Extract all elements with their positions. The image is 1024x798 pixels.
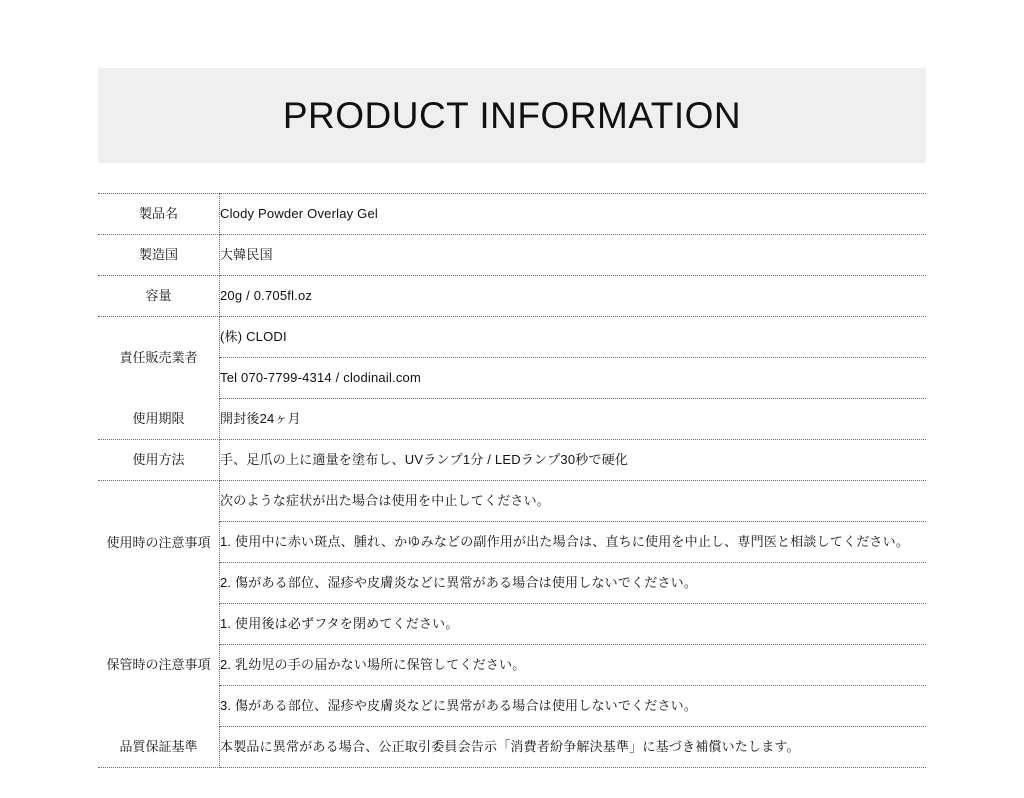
row-label: 容量 [98, 276, 220, 317]
table-row [98, 317, 926, 358]
table-row [98, 358, 926, 399]
row-value: 20g / 0.705fl.oz [220, 276, 927, 317]
table-row [98, 399, 926, 440]
table-row [98, 645, 926, 686]
product-information-table [98, 193, 926, 768]
page-title: PRODUCT INFORMATION [282, 94, 742, 136]
page-title-band [98, 68, 926, 163]
table-row [98, 727, 926, 768]
table-row [98, 235, 926, 276]
table-row [98, 686, 926, 727]
table-row [98, 604, 926, 645]
row-value: 2. 乳幼児の手の届かない場所に保管してください。 [220, 645, 927, 686]
row-value: 大韓民国 [220, 235, 927, 276]
row-label: 品質保証基準 [98, 727, 220, 768]
table-row [98, 276, 926, 317]
row-label: 使用方法 [98, 440, 220, 481]
row-value: 本製品に異常がある場合、公正取引委員会告示「消費者紛争解決基準」に基づき補償いたします。 [220, 727, 927, 768]
table-row [98, 563, 926, 604]
row-value: 1. 使用後は必ずフタを閉めてください。 [220, 604, 927, 645]
row-label: 使用期限 [98, 399, 220, 440]
row-value: (株) CLODI [220, 317, 927, 358]
row-label: 保管時の注意事項 [98, 604, 220, 727]
row-value: 1. 使用中に赤い斑点、腫れ、かゆみなどの副作用が出た場合は、直ちに使用を中止し、専門医と相談してください。 [220, 522, 927, 563]
row-label: 責任販売業者 [98, 317, 220, 399]
table-row [98, 522, 926, 563]
table-row [98, 194, 926, 235]
row-value: 手、足爪の上に適量を塗布し、UVランプ1分 / LEDランプ30秒で硬化 [220, 440, 927, 481]
table-row [98, 440, 926, 481]
row-label: 製品名 [98, 194, 220, 235]
row-label: 製造国 [98, 235, 220, 276]
row-value: 開封後24ヶ月 [220, 399, 927, 440]
row-value: Tel 070-7799-4314 / clodinail.com [220, 358, 927, 399]
row-value: Clody Powder Overlay Gel [220, 194, 927, 235]
table-row [98, 481, 926, 522]
row-value: 2. 傷がある部位、湿疹や皮膚炎などに異常がある場合は使用しないでください。 [220, 563, 927, 604]
row-label: 使用時の注意事項 [98, 481, 220, 604]
row-value: 3. 傷がある部位、湿疹や皮膚炎などに異常がある場合は使用しないでください。 [220, 686, 927, 727]
row-value: 次のような症状が出た場合は使用を中止してください。 [220, 481, 927, 522]
